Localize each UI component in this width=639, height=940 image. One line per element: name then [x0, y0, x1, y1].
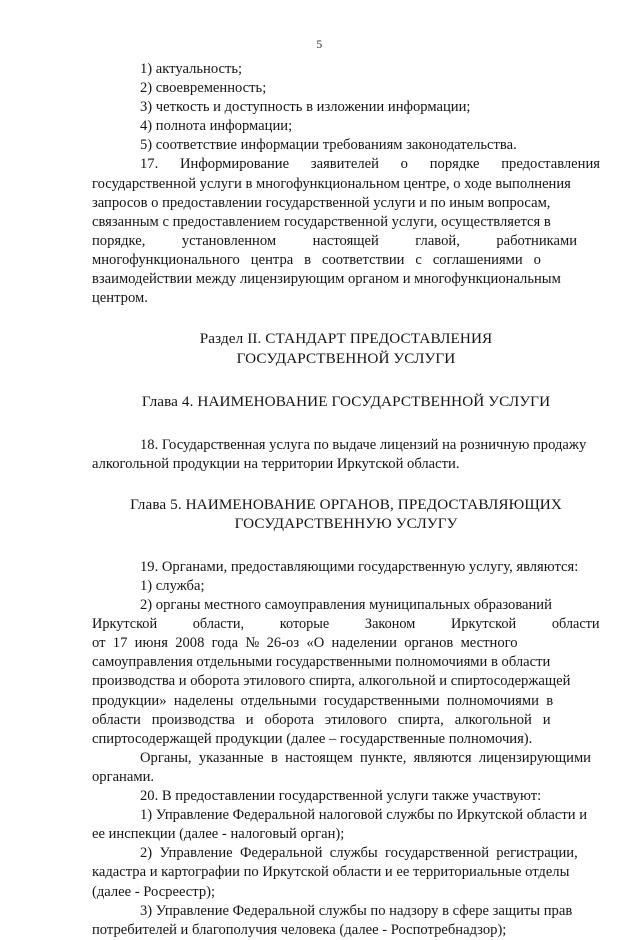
paragraph-19-line: самоуправления отдельными государственными полномочиями в области	[92, 654, 551, 671]
paragraph-19-line: производства и оборота этилового спирта, алкогольной и спиртосодержащей	[92, 673, 571, 690]
list-item: 5) соответствие информации требованиям законодательства.	[140, 137, 517, 154]
paragraph-17-line: многофункционального центра в соответствии с соглашениями о	[92, 251, 541, 268]
paragraph-20-line: потребителей и благополучия человека (далее - Роспотребнадзор);	[92, 921, 507, 938]
paragraph-19-note: органами.	[92, 768, 155, 785]
paragraph-19-intro: 19. Органами, предоставляющими государственную услугу, являются:	[140, 558, 579, 575]
paragraph-19-line: от 17 июня 2008 года № 26-оз «О наделении органов местного	[92, 635, 518, 652]
paragraph-19-line: 2) органы местного самоуправления муниципальных образований	[140, 597, 552, 614]
paragraph-18-line: 18. Государственная услуга по выдаче лицензий на розничную продажу	[140, 436, 587, 453]
paragraph-17-line: центром.	[92, 290, 148, 307]
paragraph-19-line: области производства и оборота этилового спирта, алкогольной и	[92, 711, 551, 728]
list-item: 1) служба;	[140, 578, 205, 594]
list-item: 1) актуальность;	[140, 61, 243, 77]
paragraph-17-line: запросов о предоставлении государственной услуги и по иным вопросам,	[92, 194, 551, 211]
paragraph-20-line: (далее - Росреестр);	[92, 883, 216, 900]
chapter-heading: Глава 4. НАИМЕНОВАНИЕ ГОСУДАРСТВЕННОЙ УСЛУГИ	[141, 393, 551, 411]
paragraph-20-line: 3) Управление Федеральной службы по надзору в сфере защиты прав	[140, 902, 573, 919]
paragraph-17-line: связанным с предоставлением государственной услуги, осуществляется в	[92, 213, 551, 230]
paragraph-19-line: Иркутской области, которые Законом Иркутской области	[92, 616, 600, 633]
chapter-heading: Глава 5. НАИМЕНОВАНИЕ ОРГАНОВ, ПРЕДОСТАВЛЯЮЩИХ	[130, 495, 562, 513]
paragraph-20-intro: 20. В предоставлении государственной услуги также участвуют:	[140, 788, 542, 805]
paragraph-19-note: Органы, указанные в настоящем пункте, являются лицензирующими	[140, 749, 591, 766]
paragraph-17-line: взаимодействии между лицензирующим органом и многофункциональным	[92, 271, 561, 288]
list-item: 2) своевременность;	[140, 80, 267, 97]
paragraph-20-line: ее инспекции (далее - налоговый орган);	[92, 826, 345, 843]
list-item: 3) четкость и доступность в изложении информации;	[140, 99, 471, 116]
document-body	[92, 60, 600, 940]
list-item: 4) полнота информации;	[140, 118, 293, 135]
paragraph-17-line: государственной услуги в многофункциональном центре, о ходе выполнения	[92, 175, 571, 192]
paragraph-18-line: алкогольной продукции на территории Иркутской области.	[92, 455, 460, 472]
paragraph-19-line: спиртосодержащей продукции (далее – государственные полномочия).	[92, 730, 533, 747]
paragraph-20-line: 1) Управление Федеральной налоговой службы по Иркутской области и	[140, 807, 588, 824]
paragraph-17-line: 17. Информирование заявителей о порядке предоставления	[140, 156, 600, 173]
chapter-heading: ГОСУДАРСТВЕННУЮ УСЛУГУ	[234, 515, 458, 533]
page-number: 5	[316, 37, 323, 51]
paragraph-19-line: продукции» наделены отдельными государственными полномочиями в	[92, 692, 554, 709]
paragraph-17-line: порядке, установленном настоящей главой, работниками	[92, 232, 578, 249]
section-heading: Раздел II. СТАНДАРТ ПРЕДОСТАВЛЕНИЯ	[199, 330, 493, 348]
section-heading: ГОСУДАРСТВЕННОЙ УСЛУГИ	[236, 349, 456, 367]
paragraph-20-line: 2) Управление Федеральной службы государственной регистрации,	[140, 845, 578, 862]
paragraph-20-line: кадастра и картографии по Иркутской области и ее территориальные отделы	[92, 864, 570, 881]
